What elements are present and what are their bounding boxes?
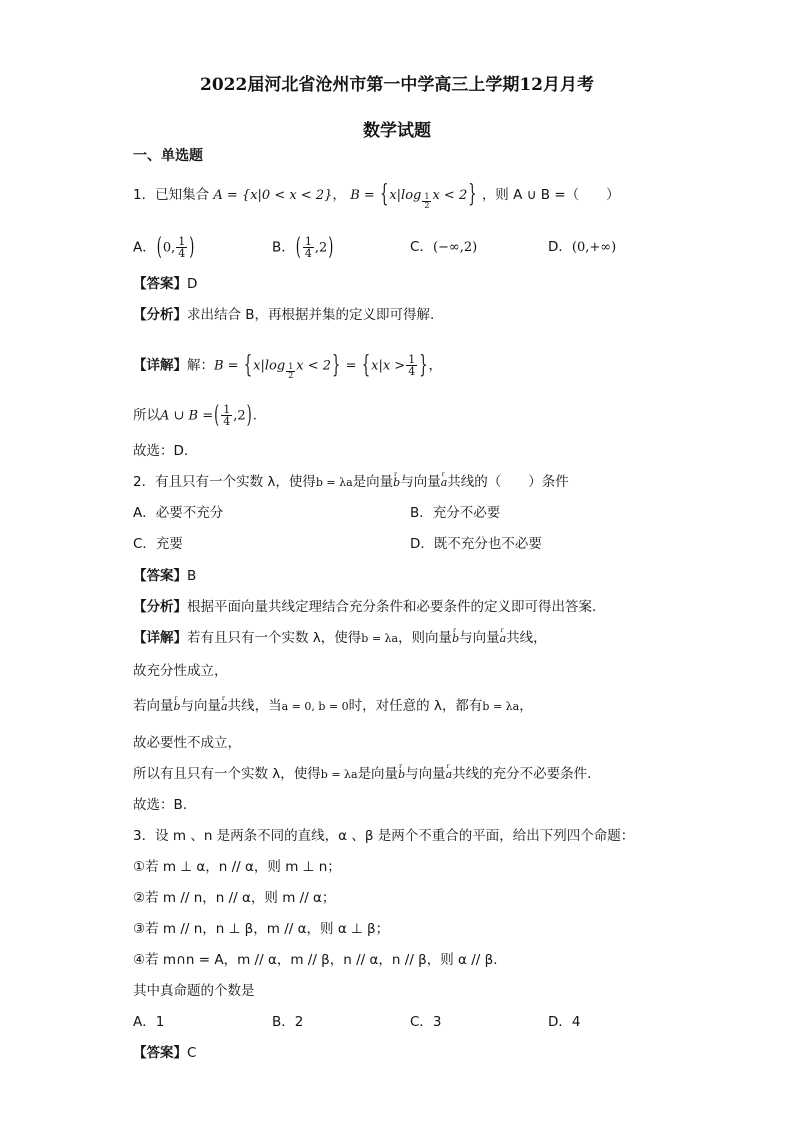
q3-option-c[interactable]: C．3: [410, 1014, 442, 1030]
q1-option-c[interactable]: C．(−∞,2): [410, 239, 478, 255]
q2-option-c[interactable]: C．充要: [133, 536, 183, 552]
q2-option-a[interactable]: A．必要不充分: [133, 505, 224, 521]
q2-detail-1: 【详解】若有且只有一个实数 λ，使得b = λa，则向量r b与向量r a共线，: [133, 628, 547, 649]
q1-analysis: 【分析】求出结合 B，再根据并集的定义即可得解.: [133, 307, 435, 323]
q2-choice: 故选：B.: [133, 797, 188, 813]
q2-detail-5: 所以有且只有一个实数 λ，使得b = λa是向量r b与向量r a共线的充分不必要条件.: [133, 764, 591, 785]
q1-choice: 故选：D.: [133, 443, 189, 459]
q3-option-a[interactable]: A．1: [133, 1014, 165, 1030]
q3-option-b[interactable]: B．2: [272, 1014, 304, 1030]
section-heading: 一、单选题: [133, 148, 203, 164]
exam-subtitle: 数学试题: [363, 121, 431, 141]
q1-result: 所以A ∪ B =( $\frac{1}{4}$ ,2).: [133, 401, 257, 430]
q1-option-b[interactable]: B．( $\frac{1}{4}$ ,2): [272, 233, 334, 262]
q3-proposition-4: ④若 m∩n = A，m // α，m // β，n // α，n // β，则 α // β.: [133, 952, 498, 968]
q3-proposition-2: ②若 m // n，n // α，则 m // α；: [133, 890, 336, 906]
log-base: $\frac{1}{2}$: [424, 191, 430, 210]
q3-proposition-1: ①若 m ⊥ α，n // α，则 m ⊥ n；: [133, 859, 341, 875]
q1-answer: 【答案】D: [133, 276, 198, 292]
q2-analysis: 【分析】根据平面向量共线定理结合充分条件和必要条件的定义即可得出答案.: [133, 599, 597, 615]
set-a: A = {x|0 < x < 2}: [213, 188, 333, 203]
q2-detail-4: 故必要性不成立，: [133, 735, 241, 751]
question-1-stem: 1．已知集合 A = {x|0 < x < 2}， B = {x|log $\frac{1}{2}$ x < 2} ，则 A ∪ B =（ ）: [133, 180, 620, 210]
q3-answer: 【答案】C: [133, 1045, 197, 1061]
q2-answer: 【答案】B: [133, 568, 197, 584]
q3-question: 其中真命题的个数是: [133, 983, 255, 999]
q3-option-d[interactable]: D．4: [548, 1014, 581, 1030]
question-3-stem: 3．设 m 、n 是两条不同的直线，α 、β 是两个不重合的平面，给出下列四个命题：: [133, 828, 635, 844]
q1-detail: 【详解】解：B = {x|log $\frac{1}{2}$ x < 2} = {x|x > $\frac{1}{4}$ }，: [133, 351, 442, 380]
q2-option-d[interactable]: D．既不充分也不必要: [410, 536, 542, 552]
exam-title: 2022届河北省沧州市第一中学高三上学期12月月考: [200, 75, 594, 95]
question-2-stem: 2．有且只有一个实数 λ，使得b = λa是向量r b与向量r a共线的（ ）条件: [133, 472, 569, 493]
q1-option-d[interactable]: D．(0,+∞): [548, 239, 617, 255]
q2-option-b[interactable]: B．充分不必要: [410, 505, 501, 521]
q1-option-a[interactable]: A．(0, $\frac{1}{4}$ ): [133, 233, 195, 262]
q2-detail-2: 故充分性成立，: [133, 663, 228, 679]
q3-proposition-3: ③若 m // n，n ⊥ β，m // α，则 α ⊥ β；: [133, 921, 390, 937]
q2-detail-3: 若向量r b与向量r a共线，当a = 0, b = 0时，对任意的 λ，都有b = λa，: [133, 696, 533, 717]
